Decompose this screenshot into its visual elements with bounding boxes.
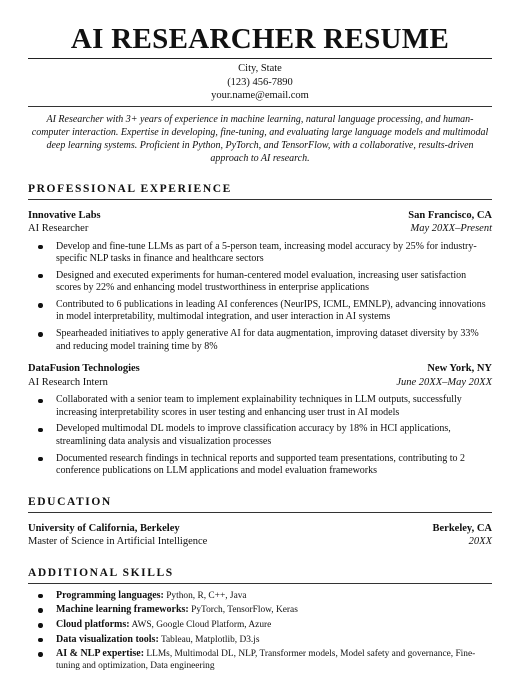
skill-value: Tableau, Matplotlib, D3.js (158, 634, 260, 645)
education-year: 20XX (468, 536, 492, 548)
skill-item (56, 590, 492, 602)
skill-label: AI & NLP expertise: (56, 648, 145, 660)
contact-email: your.name@email.com (211, 90, 309, 101)
job-entry-2 (28, 362, 492, 478)
experience-heading: PROFESSIONAL EXPERIENCE (28, 182, 232, 195)
skill-label: Machine learning frameworks: (56, 604, 189, 616)
skill-value: LLMs, Multimodal DL, NLP, Transformer models, Model safety and governance, Fine-tuning and optimization, Data engineering (56, 649, 476, 672)
job-entry-1 (28, 209, 492, 354)
education-entry (28, 522, 492, 549)
job-company: DataFusion Technologies (28, 363, 140, 375)
job-bullet: Collaborated with a senior team to implement explainability techniques in LLM outputs, successfully increasing interpretability scores in user testing and enhancing user trust in AI models (56, 394, 492, 419)
job-bullet: Develop and fine-tune LLMs as part of a 5-person team, increasing model accuracy by 25% for industry-specific NLP tasks in finance and healthcare sectors (56, 241, 492, 266)
contact-block (28, 62, 492, 103)
job-company: Innovative Labs (28, 209, 101, 221)
job-bullet: Documented research findings in technical reports and supported team presentations, contributing to 2 conference publications on LLM applications and model evaluation frameworks (56, 453, 492, 478)
skill-item (56, 634, 492, 646)
education-section (28, 495, 492, 549)
skill-value: PyTorch, TensorFlow, Keras (188, 605, 298, 616)
education-heading: EDUCATION (28, 495, 112, 508)
skill-label: Data visualization tools: (56, 633, 159, 645)
job-dates: May 20XX–Present (410, 223, 492, 234)
job-bullet: Contributed to 6 publications in leading AI conferences (NeurIPS, ICML, EMNLP), advancing innovations in model interpretability, multimodal integration, and user interaction in AI systems (56, 299, 492, 324)
job-bullet: Designed and executed experiments for human-centered model evaluation, increasing user satisfaction scores by 22% and enhancing model trustworthiness in enterprise applications (56, 270, 492, 295)
skill-item (56, 619, 492, 631)
education-divider (28, 512, 492, 513)
job-location: New York, NY (427, 363, 492, 375)
skill-label: Programming languages: (56, 589, 164, 601)
skills-list (28, 590, 492, 673)
education-degree: Master of Science in Artificial Intelligence (28, 536, 208, 548)
job-bullets (28, 241, 492, 354)
skill-label: Cloud platforms: (56, 619, 130, 630)
skill-item (56, 604, 492, 616)
experience-divider (28, 199, 492, 200)
professional-summary: AI Researcher with 3+ years of experience in machine learning, natural language processing, and human-computer interaction. Expertise in developing, fine-tuning, and evaluating large language models and multimodal deep learning systems. Proficient in Python, PyTorch, and TensorFlow, with a collaborative, results-driven approach to AI research. (31, 113, 489, 164)
skills-divider (28, 583, 492, 584)
job-bullets (28, 394, 492, 478)
skills-section (28, 566, 492, 673)
education-school: University of California, Berkeley (28, 522, 180, 534)
experience-section (28, 182, 492, 478)
skill-value: Python, R, C++, Java (163, 590, 247, 601)
skill-value: AWS, Google Cloud Platform, Azure (129, 620, 272, 630)
job-bullet: Spearheaded initiatives to apply generative AI for data augmentation, improving dataset diversity by 33% and reducing model training time by 8% (56, 328, 492, 353)
skill-item (56, 648, 492, 672)
contact-location: City, State (238, 63, 282, 74)
contact-phone: (123) 456-7890 (227, 76, 293, 88)
resume-title: AI RESEARCHER RESUME (70, 23, 450, 55)
job-role: AI Research Intern (28, 376, 108, 388)
education-location: Berkeley, CA (432, 522, 492, 534)
job-dates: June 20XX–May 20XX (396, 376, 492, 388)
skills-heading: ADDITIONAL SKILLS (28, 566, 174, 579)
job-role: AI Researcher (28, 223, 89, 234)
title-divider (28, 58, 492, 59)
contact-divider (28, 106, 492, 107)
job-location: San Francisco, CA (408, 209, 492, 221)
job-bullet: Developed multimodal DL models to improve classification accuracy by 18% in HCI applications, streamlining data analysis and visualization processes (56, 423, 492, 448)
